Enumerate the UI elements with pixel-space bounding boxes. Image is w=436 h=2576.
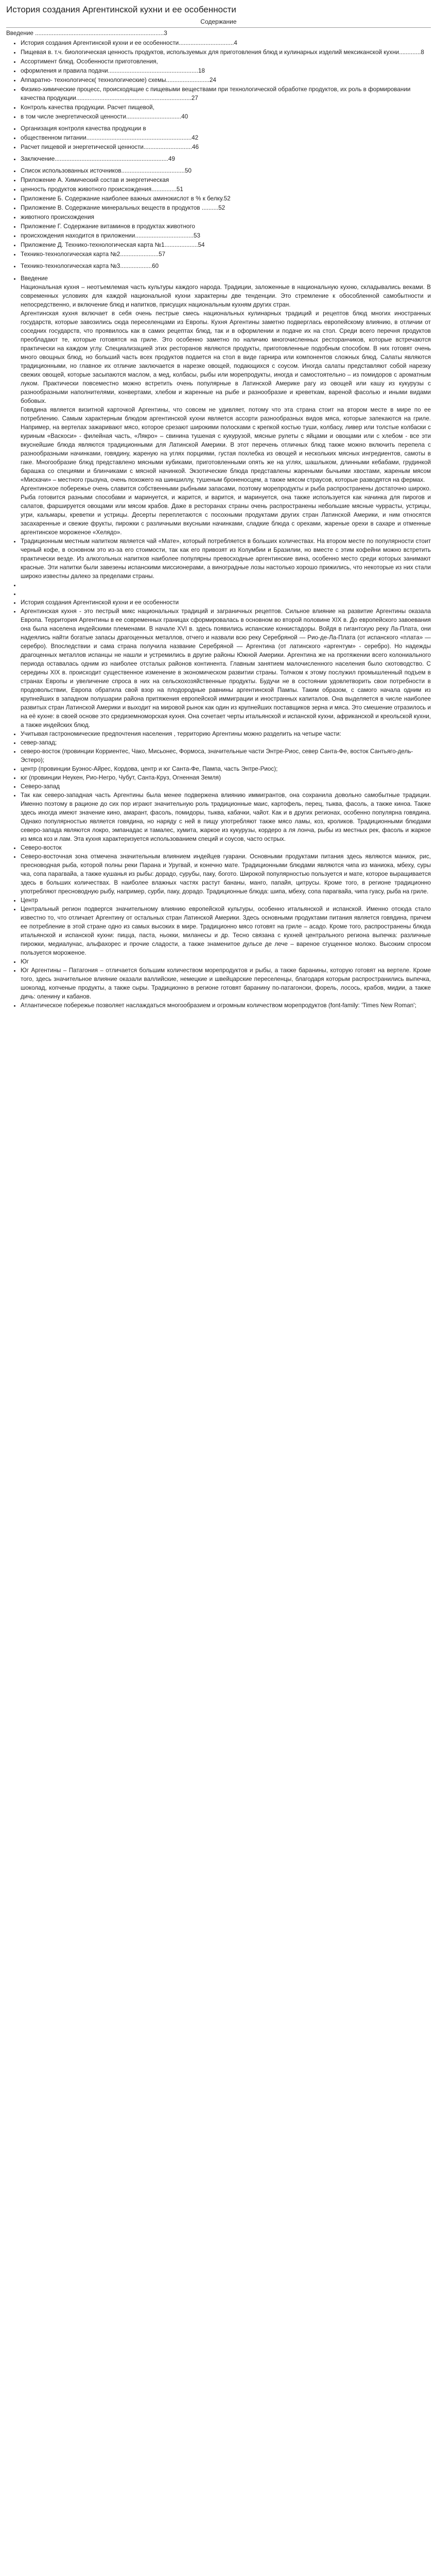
- toc-item: • Приложение Б. Содержание наиболее важных аминокислот в % к белку.52: [21, 194, 431, 203]
- region-item: • Северо-запад: [21, 782, 431, 791]
- toc-item: • Технико-технологическая карта №2.......................57: [21, 250, 431, 259]
- toc-item: • Заключение....................................................................49: [21, 155, 431, 163]
- document-page: [0, 0, 436, 1012]
- toc-spacer: [21, 152, 431, 154]
- intro-paragraph: Национальная кухня – неотъемлемая часть культуры каждого народа. Традиции, заложенные в национальную кухню, складывались веками. В современных условиях для каждой национальной кухни характерны две тенденции. Это стремление к обособленной самобытности и непосредственно, и включение блюд и напитков, присущих национальным кухням других стран.: [21, 284, 431, 308]
- toc-item: • животного происхождения: [21, 213, 431, 222]
- history-label: • История создания Аргентинской кухни и ее особенности: [21, 599, 179, 606]
- region-item: • центр (провинции Буэнос-Айрес, Кордова, центр и юг Санта-Фе, Пампа, часть Энтре-Риос);: [21, 765, 431, 773]
- center-label-item: [21, 896, 431, 905]
- intro-paragraph: Аргентинская кухня включает в себя очень пестрые смесь национальных кулинарных традиций и рецептов блюд многих иностранных государств, которые завозились сюда переселенцами из Европы. Кухня Аргентины заметно подверглась европейскому влиянию, в отличии от соседних государств, что проявилось как в самих рецептах блюд, так и в оформлении и подаче их на стол. Среди всего перечня продуктов преобладают те, которые готовятся на гриле. Это особенно заметно по наличию многочисленных ресторанчиков, которые встречаются практически на каждом углу. Специализацией этих ресторанов являются продукты, приготовленные подобным способом. В них готовят очень много овощных блюд, но больший часть всех продуктов подается на стол в виде гарнира или компонентов сложных блюд. Салаты являются традиционными, но главное их отличие заключается в нарезке овощей, подающихся с соусом. Иногда салаты представляют собой нарезку свежих овощей, которые засыпаются маслом, а мед, колбасы, рыбы или морепродукты, иногда и самостоятельно – из помидоров с ароматным луком. Практически повсеместно можно встретить очень популярные в Латинской Америке рагу из овощей или кашу из кукурузы с разнообразными наполнителями, конвертами, хлебом и жаренные на рыбе и разнообразие и креветкам, вареной фасолью и иными видами бобовых.: [21, 310, 431, 404]
- toc-item: • История создания Аргентинской кухни и ее особенности.................................4: [21, 39, 431, 47]
- toc-item: • происхождения находится в приложении...................................53: [21, 231, 431, 240]
- northeast-paragraph: • Северо-восточная зона отмечена значительным влиянием индейцев гуарани. Основными продуктами питания здесь являются маниок, рис, пресноводная рыба, которой полны реки Парана и Уругвай, и конечно мате. Традиционными блюдами являются чипа из маниока, мбеху, суры чка, сопа парагвайа, а также кушанья из рыбы: дорадо, сурубы, пакy, богото. Широкой популярностью пользуется и мате, которое выращивается здесь в больших количествах. В наиболее влажных частях растут бананы, манго, папайя, цитрусы. Кроме того, в регионе традиционно употребляют пресноводную рыбу, например, сурби, пакy, дорадо. Традиционные блюда: шипа, мбеху, сопа парагвайа, чипа гуасу, рыба на гриле.: [21, 853, 431, 895]
- toc-spacer: [21, 259, 431, 261]
- toc-item: • оформления и правила подачи......................................................18: [21, 66, 431, 75]
- south-label: Юг: [21, 958, 29, 965]
- toc-item: • в том числе энергетической ценности.................................40: [21, 112, 431, 121]
- toc-item: • Приложение В. Содержание минеральных веществ в продуктов ..........52: [21, 204, 431, 212]
- toc-item: • ценность продуктов животного происхождения...............51: [21, 185, 431, 194]
- south-paragraph: • Юг Аргентины – Патагония – отличается большим количеством морепродуктов и рыбы, а также баранины, которую готовят на вертеле. Кроме того, здесь значительное влияние оказали валлийские, немецкие и швейцарские переселенцы, благодаря которым распространились выпечка, шоколад, копченые продукты, а также сыры. Традиционно в регионе готовят баранину по-патагонски, форель, лосось, крабов, мидии, а также дичь: оленину и кабанов.: [21, 967, 431, 1000]
- center-paragraph: • Центральный регион подвергся значительному влиянию европейской культуры, особенно итальянской и испанской. Именно отсюда стало известно то, что отличает Аргентину от остальных стран Латинской Америки. Здесь основными продуктами питания является говядина, причем ее потребление в этой стране одно из самых высоких в мире. Традиционно мясо готовят на гриле – асадо. Кроме того, распространены блюда итальянской и испанской кухни: пицца, паста, ньокки, миланесы и др. Тесно связана с кухней центрального региона выпечка: различные пирожки, медиалунас, альфахорес и прочие сладости, а также знаменитое дульсе де лече – вареное сгущенное молоко. Высоким спросом пользуется мороженое.: [21, 906, 431, 956]
- northeast-label-item: [21, 843, 431, 852]
- northwest-item: [21, 791, 431, 843]
- northeast-label: Северо-восток: [21, 844, 62, 851]
- toc-item: • Ассортимент блюд. Особенности приготовления,: [21, 57, 431, 66]
- intro-section: [21, 274, 431, 537]
- toc-item: • Приложение Г. Содержание витаминов в продуктах животного: [21, 222, 431, 231]
- south-label-item: [21, 957, 431, 966]
- history-paragraph-item: [21, 607, 431, 730]
- toc-item: • Список использованных источников......................................50: [21, 166, 431, 175]
- toc-item: • Приложение Д. Технико-технологическая карта №1....................54: [21, 241, 431, 249]
- toc-intro-entry: Введение .............................................................................3: [6, 30, 167, 37]
- toc-item: • Расчет пищевой и энергетической ценности.............................46: [21, 143, 431, 151]
- toc-item: • Физико-химические процесс, происходящие с пищевыми веществами при технологической обработке продуктов, их роль в формировании качества продукции.....................................................................27: [21, 85, 431, 103]
- attachment-note: • Атлантическое побережье позволяет наслаждаться многообразием и огромным количеством морепродуктов (font-family: 'Times New Roman';: [21, 1002, 416, 1009]
- toc-item: • общественном питании...............................................................42: [21, 133, 431, 142]
- toc-item: • Приложение А. Химический состав и энергетическая: [21, 176, 431, 184]
- empty-list-item: [21, 581, 431, 589]
- document-title: История создания Аргентинской кухни и ее особенности: [6, 5, 236, 14]
- toc-item: • Контроль качества продукции. Расчет пищевой,: [21, 103, 431, 112]
- intro-paragraph: Говядина является визитной карточкой Аргентины, что совсем не удивляет, потому что эта страна стоит на втором месте в мире по ее потреблению. Самым характерным блюдом аргентинской кухни является ассорти разнообразных видов мяса, которые запекаются на гриле. Например, на вертелах зажаривают мясо, которое срезают широкими полосками с крепкой костью туши, колбасу, ливер или толстые колбаски с куриным «Васкоси» - филейная часть, «Лякро» – свинина тушеная с кукурузой, мясные рулеты с яйцами и овощами или с хлебом - все эти вкуснейшие блюда являются традиционными для Латинской Америки. В этот перечень отличных блюд также можно включить перепела с разнообразными начинками, говядину, жареную на углях порциями, густая похлебка из овощей и нескольких мясных ингредиентов, самоты в гаке. Многообразие блюд представлено мясными кубиками, приготовленными опять же на углях, шашлыком, длинными кебабами, грудинкой барашка со специями и блинчиками с мясной начинкой. Экзотические блюда представлены жареными бычьими хвостами, жареным мясом «Мискачи» – местного грызуна, очень похожего на шиншиллу, тушеным броненосцем, а также мясом страусов, которые разводятся на фермах.: [21, 406, 431, 483]
- region-item: • север-запад;: [21, 738, 431, 747]
- center-item: [21, 905, 431, 957]
- main-content: [6, 274, 431, 1010]
- toc-spacer: [21, 122, 431, 124]
- history-paragraph-item: [21, 730, 431, 738]
- empty-list-item: [21, 589, 431, 598]
- contents-heading: Содержание: [200, 18, 237, 25]
- intro-paragraph: • Традиционным местным напитком является чай «Мате», который потребляется в больших количествах. На втором месте по популярности стоит черный кофе, в основном это из-за его стоимости, так как его привозят из Колумбии и Бразилии, но вместе с этим кофейни можно встретить практически везде. Из алкогольных напитков наиболее популярны превосходные аргентинские вина, особенно место среди которых занимают красные. Эти напитки были завезены испанскими миссионерами, а виноградные лозы настолько хорошо прижились, что некоторые из них стали широко известны далеко за пределами страны.: [21, 538, 431, 580]
- region-item: • северо-восток (провинции Корриентес, Чако, Мисьонес, Формоса, значительные части Энтре-Риос, север Санта-Фе, восток Сантьяго-дель-Эстеро);: [21, 747, 431, 765]
- history-section: [21, 598, 431, 607]
- region-item: • юг (провинции Неукен, Рио-Негро, Чубут, Санта-Круз, Огненная Земля): [21, 773, 431, 782]
- center-label: Центр: [21, 897, 38, 904]
- table-of-contents: [6, 39, 431, 270]
- intro-paragraph: Аргентинское побережье очень славится собственными рыбными запасами, поэтому морепродукты и рыба распространены достаточно широко. Рыба готовится разными способами и маринуется, и жарится, и варится, и маринуется, она также используется как начинка для пирогов и салатов, фаршируется овощами или мясом крабов. Даже в ресторанах страны очень распространены небольшие мясные чуррасты, устрицы, угри, кальмары, креветки и устрицы. Десерты переплетаются с посохными продуктами других стран Латинской Америки, и ним относятся засахаренные и свежие фрукты, пирожки с различными вкусными начинками, сладкие блюда с орехами, жареные орехи в сахаре и отменные аргентинское мороженое «Хелядо».: [21, 485, 431, 536]
- toc-spacer: [21, 164, 431, 166]
- northwest-paragraph: • Так как северо-западная часть Аргентины была менее подвержена влиянию иммигрантов, она сохранила довольно самобытные традиции. Именно поэтому в рационе до сих пор играют значительную роль традиционные маис, картофель, перец, тыква, фасоль, а также киноа. Также здесь иногда имеют значение кино, амарант, фасоль, помидоры, тыква, кабачки, чайот. Как и в других регионах, особенно популярна говядина. Однако популярностью является говядина, но наряду с ней в пищу употребляют также мясо ламы, коз, кроликов. Традиционными блюдами северо-запада являются локро, эмпанадас и тамалес, хумита, жаркое из кукурузы, кордеро а ля лонча, рыбы из местных рек, фасоль и жаркое из мяса коз и лам. Эта кухня характеризуется использованием специй и соусов, часто острых.: [21, 792, 431, 842]
- history-paragraph: • Аргентинская кухня - это пестрый микс национальных традиций и заграничных рецептов. Сильное влияние на развитие Аргентины оказала Европа. Территория Аргентины в ее современных границах сформировалась в основном во второй половине XIX в. До европейского завоевания она была населена индейскими племенами. В начале XVI в. здесь появились испанские конкистадоры. Войдя в гигантскую реку Ла-Плата, они надеялись найти богатые запасы драгоценных металлов, отчего и назвали всю реку Серебряной — Рио-де-Ла-Плата (от испанского «плата» — серебро). Впоследствии и сама страна получила название Серебряной — Аргентина (от латинского «аргентум» - серебро). Но надежды драгоценных металлов испанцы не нашли и устремились в другие районы Южной Америки. Аргентина же на протяжении всего колониального периода оставалась одним из наиболее отсталых районов континента. Главным занятием малочисленного населения было скотоводство. С середины XIX в. происходит существенное изменение в экономическом развитии страны. Толчком к этому послужил промышленный подъем в странах Европы и увеличение спроса в них на сельскохозяйственные продукты. Будучи не в состоянии удовлетворить свои потребности в продовольствии, Европа обратила свой взор на плодородные равнины аргентинской Пампы. Таким образом, с самого начала одним из крупнейших в западном полушарии района притяжения европейской иммиграции и иностранных капиталов. Она выделяется в числе наиболее развитых стран Латинской Америки и выходит на мировой рынок как один из крупнейших поставщиков зерна и мяса. Это смешение отразилось и на её кухне: в своей основе это средиземноморская кухня. Она сочетает черты итальянской и испанской кухни, африканской и креольской кухни, а также индейских блюд.: [21, 608, 431, 728]
- intro-label: • Введение: [21, 275, 48, 282]
- toc-item: • Пищевая в. т.ч. биологическая ценность продуктов, используемых для приготовления блюд и кулинарных изделий мексиканской кухни.............8: [21, 48, 431, 57]
- toc-item: • Организация контроля качества продукции в: [21, 124, 431, 133]
- history-paragraph: • Учитывая гастрономические предпочтения населения , территорию Аргентины можно разделить на четыре части:: [21, 731, 341, 737]
- divider: [6, 27, 431, 28]
- toc-item: • Аппаратно- технологическ( технологические) схемы..........................24: [21, 76, 431, 84]
- northeast-item: [21, 852, 431, 896]
- intro-section-drinks: [21, 537, 431, 581]
- attachment-item: [21, 1001, 431, 1010]
- toc-item: • Технико-технологическая карта №3...................60: [21, 262, 431, 270]
- south-item: [21, 966, 431, 1001]
